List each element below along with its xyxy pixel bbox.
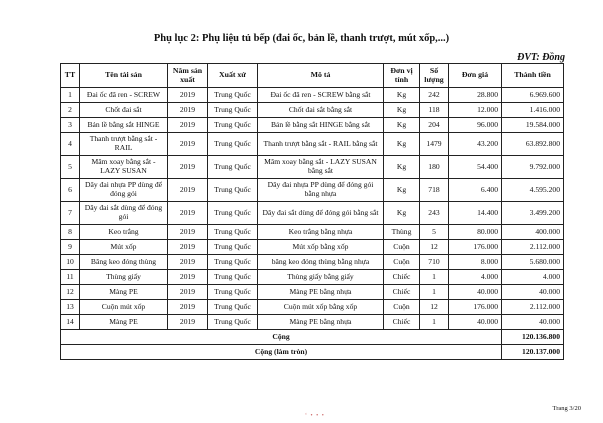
cell-tt: 2 bbox=[61, 103, 80, 118]
cell-tt: 12 bbox=[61, 285, 80, 300]
cell-price: 40.000 bbox=[449, 315, 502, 330]
cell-tt: 3 bbox=[61, 118, 80, 133]
cell-origin: Trung Quốc bbox=[208, 118, 258, 133]
cell-total: 40.000 bbox=[502, 315, 564, 330]
cell-origin: Trung Quốc bbox=[208, 88, 258, 103]
cell-unit: Kg bbox=[384, 103, 420, 118]
header-cell: Số lượng bbox=[420, 64, 449, 88]
cell-price: 4.000 bbox=[449, 270, 502, 285]
table-row bbox=[61, 103, 564, 118]
table-row bbox=[61, 240, 564, 255]
cell-qty: 242 bbox=[420, 88, 449, 103]
table-row bbox=[61, 255, 564, 270]
cell-origin: Trung Quốc bbox=[208, 103, 258, 118]
cell-desc: Thùng giấy bằng giấy bbox=[258, 270, 384, 285]
cell-price: 28.800 bbox=[449, 88, 502, 103]
cell-year: 2019 bbox=[168, 315, 208, 330]
cell-origin: Trung Quốc bbox=[208, 255, 258, 270]
cell-qty: 718 bbox=[420, 179, 449, 202]
cell-tt: 6 bbox=[61, 179, 80, 202]
cell-price: 80.000 bbox=[449, 225, 502, 240]
cell-qty: 710 bbox=[420, 255, 449, 270]
cell-qty: 5 bbox=[420, 225, 449, 240]
cell-unit: Chiếc bbox=[384, 285, 420, 300]
cell-origin: Trung Quốc bbox=[208, 202, 258, 225]
cell-year: 2019 bbox=[168, 118, 208, 133]
cell-year: 2019 bbox=[168, 240, 208, 255]
table-row bbox=[61, 133, 564, 156]
cell-total: 9.792.000 bbox=[502, 156, 564, 179]
cell-desc: Màng PE bằng nhựa bbox=[258, 285, 384, 300]
cell-desc: Màng PE bằng nhựa bbox=[258, 315, 384, 330]
cell-year: 2019 bbox=[168, 88, 208, 103]
cell-origin: Trung Quốc bbox=[208, 270, 258, 285]
cell-year: 2019 bbox=[168, 103, 208, 118]
cell-price: 43.200 bbox=[449, 133, 502, 156]
cell-desc: Thanh trượt bằng sắt - RAIL bằng sắt bbox=[258, 133, 384, 156]
unit-note: ĐVT: Đồng bbox=[517, 52, 565, 63]
header-cell: Năm sản xuất bbox=[168, 64, 208, 88]
table-row bbox=[61, 315, 564, 330]
cell-unit: Cuộn bbox=[384, 255, 420, 270]
cell-qty: 1479 bbox=[420, 133, 449, 156]
cell-unit: Chiếc bbox=[384, 270, 420, 285]
table-row bbox=[61, 156, 564, 179]
cell-qty: 1 bbox=[420, 285, 449, 300]
table-row bbox=[61, 225, 564, 240]
cell-desc: Cuộn mút xốp bằng xốp bbox=[258, 300, 384, 315]
cell-unit: Kg bbox=[384, 179, 420, 202]
cell-name: Đai ốc đã ren - SCREW bbox=[80, 88, 168, 103]
asset-table bbox=[60, 63, 564, 360]
cell-qty: 243 bbox=[420, 202, 449, 225]
cell-desc: Mâm xoay bằng sắt - LAZY SUSAN bằng sắt bbox=[258, 156, 384, 179]
cell-unit: Chiếc bbox=[384, 315, 420, 330]
cell-unit: Cuộn bbox=[384, 240, 420, 255]
cell-price: 40.000 bbox=[449, 285, 502, 300]
cell-price: 8.000 bbox=[449, 255, 502, 270]
cell-tt: 11 bbox=[61, 270, 80, 285]
header-cell: TT bbox=[61, 64, 80, 88]
table-row bbox=[61, 202, 564, 225]
header-cell: Đơn vị tính bbox=[384, 64, 420, 88]
cell-tt: 4 bbox=[61, 133, 80, 156]
cell-tt: 14 bbox=[61, 315, 80, 330]
header-cell: Xuất xứ bbox=[208, 64, 258, 88]
table-row bbox=[61, 88, 564, 103]
cell-tt: 9 bbox=[61, 240, 80, 255]
cell-total: 4.000 bbox=[502, 270, 564, 285]
cell-desc: Dây đai sắt dùng để đóng gói bằng sắt bbox=[258, 202, 384, 225]
cell-name: Thùng giấy bbox=[80, 270, 168, 285]
header-cell: Tên tài sản bbox=[80, 64, 168, 88]
cell-total: 4.595.200 bbox=[502, 179, 564, 202]
cell-price: 12.000 bbox=[449, 103, 502, 118]
cell-name: Màng PE bbox=[80, 285, 168, 300]
cell-name: Bản lề bằng sắt HINGE bbox=[80, 118, 168, 133]
cell-total: 400.000 bbox=[502, 225, 564, 240]
sum-row bbox=[61, 330, 564, 345]
cell-name: Mút xốp bbox=[80, 240, 168, 255]
cell-price: 54.400 bbox=[449, 156, 502, 179]
cell-desc: Chốt đai sắt bằng sắt bbox=[258, 103, 384, 118]
cell-desc: Đai ốc đã ren - SCREW bằng sắt bbox=[258, 88, 384, 103]
table-row bbox=[61, 285, 564, 300]
cell-desc: băng keo đóng thùng bằng nhựa bbox=[258, 255, 384, 270]
cell-unit: Kg bbox=[384, 156, 420, 179]
cell-year: 2019 bbox=[168, 255, 208, 270]
cell-unit: Thùng bbox=[384, 225, 420, 240]
table-row bbox=[61, 118, 564, 133]
table-row bbox=[61, 270, 564, 285]
cell-desc: Keo trắng bằng nhựa bbox=[258, 225, 384, 240]
sum-label: Cộng bbox=[61, 330, 502, 345]
footer-mark: ‘ • • • bbox=[305, 413, 325, 419]
cell-year: 2019 bbox=[168, 179, 208, 202]
cell-origin: Trung Quốc bbox=[208, 225, 258, 240]
cell-price: 176.000 bbox=[449, 240, 502, 255]
cell-origin: Trung Quốc bbox=[208, 133, 258, 156]
table-row bbox=[61, 300, 564, 315]
cell-total: 6.969.600 bbox=[502, 88, 564, 103]
table-row bbox=[61, 179, 564, 202]
cell-tt: 13 bbox=[61, 300, 80, 315]
sum-value: 120.136.800 bbox=[502, 330, 564, 345]
cell-name: Cuộn mút xốp bbox=[80, 300, 168, 315]
cell-name: Keo trắng bbox=[80, 225, 168, 240]
page-title: Phụ lục 2: Phụ liệu tủ bếp (đai ốc, bản lề, thanh trượt, mút xốp,...) bbox=[153, 33, 450, 44]
cell-price: 96.000 bbox=[449, 118, 502, 133]
cell-origin: Trung Quốc bbox=[208, 285, 258, 300]
cell-qty: 118 bbox=[420, 103, 449, 118]
header-cell: Đơn giá bbox=[449, 64, 502, 88]
cell-total: 63.892.800 bbox=[502, 133, 564, 156]
page-number: Trang 3/20 bbox=[552, 405, 581, 412]
cell-unit: Kg bbox=[384, 133, 420, 156]
cell-unit: Kg bbox=[384, 118, 420, 133]
table-header-row bbox=[61, 64, 564, 88]
cell-qty: 1 bbox=[420, 270, 449, 285]
cell-total: 19.584.000 bbox=[502, 118, 564, 133]
cell-total: 3.499.200 bbox=[502, 202, 564, 225]
cell-tt: 1 bbox=[61, 88, 80, 103]
cell-qty: 180 bbox=[420, 156, 449, 179]
cell-unit: Cuộn bbox=[384, 300, 420, 315]
cell-qty: 12 bbox=[420, 300, 449, 315]
cell-tt: 8 bbox=[61, 225, 80, 240]
cell-desc: Bản lề bằng sắt HINGE bằng sắt bbox=[258, 118, 384, 133]
cell-origin: Trung Quốc bbox=[208, 315, 258, 330]
cell-name: Dây đai sắt dùng để đóng gói bbox=[80, 202, 168, 225]
cell-total: 1.416.000 bbox=[502, 103, 564, 118]
cell-qty: 12 bbox=[420, 240, 449, 255]
cell-origin: Trung Quốc bbox=[208, 179, 258, 202]
cell-name: Băng keo đóng thùng bbox=[80, 255, 168, 270]
header-cell: Mô tả bbox=[258, 64, 384, 88]
cell-name: Màng PE bbox=[80, 315, 168, 330]
cell-total: 40.000 bbox=[502, 285, 564, 300]
cell-desc: Mút xốp bằng xốp bbox=[258, 240, 384, 255]
cell-total: 5.680.000 bbox=[502, 255, 564, 270]
cell-year: 2019 bbox=[168, 300, 208, 315]
cell-total: 2.112.000 bbox=[502, 300, 564, 315]
cell-qty: 1 bbox=[420, 315, 449, 330]
rounded-sum-row bbox=[61, 345, 564, 360]
cell-desc: Dây đai nhựa PP dùng để đóng gói bằng nhựa bbox=[258, 179, 384, 202]
cell-unit: Kg bbox=[384, 88, 420, 103]
cell-name: Mâm xoay bằng sắt - LAZY SUSAN bbox=[80, 156, 168, 179]
cell-tt: 10 bbox=[61, 255, 80, 270]
cell-price: 14.400 bbox=[449, 202, 502, 225]
cell-qty: 204 bbox=[420, 118, 449, 133]
rounded-sum-value: 120.137.000 bbox=[502, 345, 564, 360]
header-cell: Thành tiền bbox=[502, 64, 564, 88]
cell-unit: Kg bbox=[384, 202, 420, 225]
cell-origin: Trung Quốc bbox=[208, 240, 258, 255]
rounded-sum-label: Cộng (làm tròn) bbox=[61, 345, 502, 360]
cell-year: 2019 bbox=[168, 133, 208, 156]
cell-year: 2019 bbox=[168, 202, 208, 225]
cell-tt: 7 bbox=[61, 202, 80, 225]
cell-tt: 5 bbox=[61, 156, 80, 179]
cell-total: 2.112.000 bbox=[502, 240, 564, 255]
cell-origin: Trung Quốc bbox=[208, 300, 258, 315]
cell-year: 2019 bbox=[168, 285, 208, 300]
cell-origin: Trung Quốc bbox=[208, 156, 258, 179]
cell-year: 2019 bbox=[168, 225, 208, 240]
cell-year: 2019 bbox=[168, 156, 208, 179]
cell-name: Thanh trượt bằng sắt - RAIL bbox=[80, 133, 168, 156]
cell-name: Dây đai nhựa PP dùng để đóng gói bbox=[80, 179, 168, 202]
cell-price: 176.000 bbox=[449, 300, 502, 315]
cell-name: Chốt đai sắt bbox=[80, 103, 168, 118]
cell-year: 2019 bbox=[168, 270, 208, 285]
cell-price: 6.400 bbox=[449, 179, 502, 202]
